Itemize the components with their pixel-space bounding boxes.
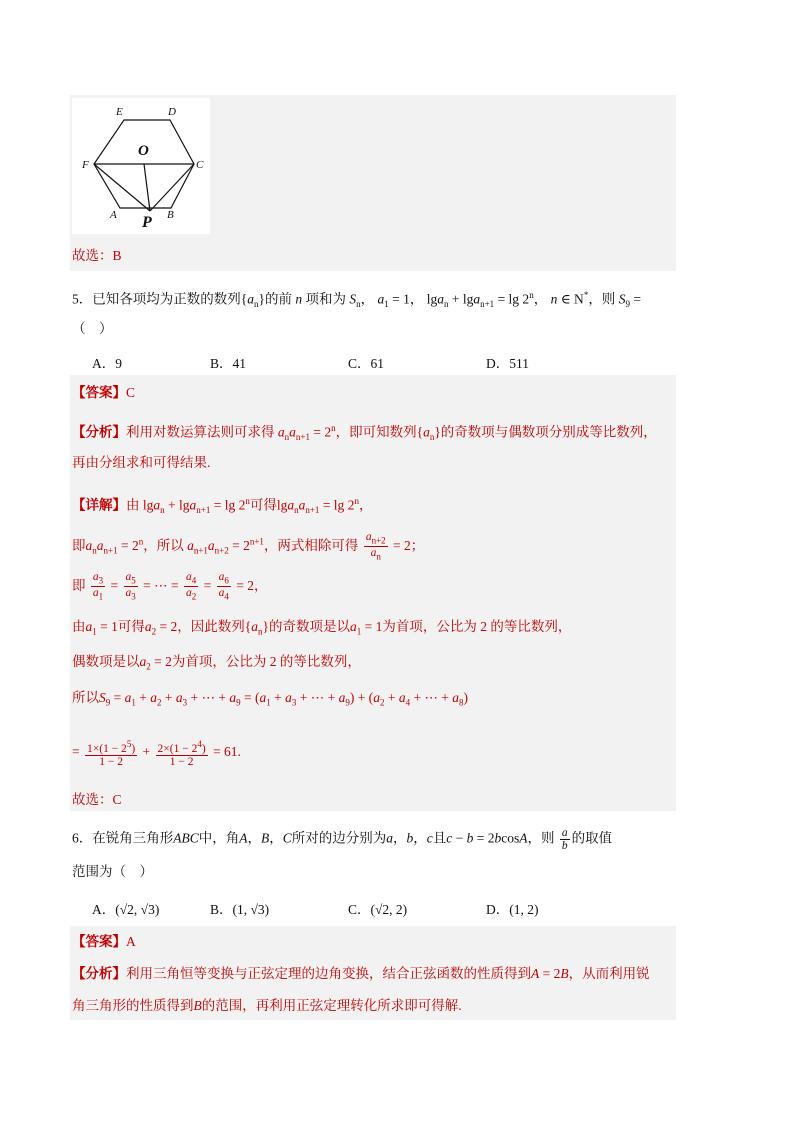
label-e: E [116, 106, 123, 118]
q5-paren: （ ） [72, 321, 113, 336]
q6-analysis: 【分析】利用三角恒等变换与正弦定理的边角变换，结合正弦函数的性质得到A = 2B，从而利用锐 [72, 966, 650, 981]
q6-stem-line2: 范围为（ ） [72, 864, 153, 879]
q5-answer: 【答案】C [72, 385, 136, 400]
q5-option-a: A．9 [92, 356, 122, 371]
q5-option-c: C．61 [348, 356, 385, 371]
q4-final-answer: 故选：B [72, 248, 122, 263]
q6-option-c: C．(√2, 2) [348, 902, 408, 917]
q5-detail-1: 【详解】由 lga$_n$ + lga$_{n+1}$ = lg 2$^n$可得$\lg a_na_{n+1} = \lg 2^n$， [72, 496, 373, 516]
label-p: P [142, 214, 152, 231]
q6-option-a: A．(√2, √3) [92, 902, 160, 917]
q5-detail-6: 所以$S_9 = a_1 + a_2 + a_3$ + ⋯ + $a_9 = (a_1 + a_3$ + ⋯ + $a_9) + (a_2 + a_4$ + ⋯ + $a_8$) [72, 690, 469, 708]
q5-detail-5: 偶数项是以$a_2 = 2$为首项，公比为 2 的等比数列， [72, 654, 361, 672]
q5-option-d: D．511 [486, 356, 529, 371]
q5-detail-7: = $\frac{1\times(1 - 2^5)}{1 - 2}$ + $\frac{2\times(1 - 2^4)}{1 - 2}$ = 61. [72, 739, 241, 768]
q5-analysis-cont: 再由分组求和可得结果. [72, 455, 211, 470]
label-b: B [167, 209, 174, 221]
q5-detail-2: 即$a_na_{n+1} = 2^n$，所以 $a_{n+1}a_{n+2} = 2^{n+1}$，两式相除可得 $\frac{a_{n+2}}{a_n}$ = 2； [72, 531, 425, 562]
q6-analysis-cont: 角三角形的性质得到B的范围，再利用正弦定理转化所求即可得解. [72, 998, 462, 1013]
label-d: D [168, 106, 176, 118]
q5-final-answer: 故选：C [72, 792, 122, 807]
q5-detail-4: 由$a_1 = 1$可得$a_2 = 2$，因此数列$\{a_n\}$的奇数项是以$a_1 = 1$为首项，公比为 2 的等比数列， [72, 619, 572, 637]
q5-option-b: B．41 [210, 356, 247, 371]
label-f: F [82, 159, 89, 171]
q6-stem: 6．在锐角三角形ABC中，角A，B，C所对的边分别为a，b，c且c − b = 2bcosA，则 $\frac{a}{b}$ 的取值 [72, 827, 613, 852]
q5-detail-3: 即 $\frac{a_3}{a_1}$ = $\frac{a_5}{a_3}$ = ⋯ = $\frac{a_4}{a_2}$ = $\frac{a_6}{a_4}$ = 2， [72, 571, 268, 602]
q6-option-b: B．(1, √3) [210, 902, 270, 917]
label-o: O [138, 143, 149, 159]
q6-option-d: D．(1, 2) [486, 902, 539, 917]
hexagon-diagram [72, 98, 210, 234]
q6-answer: 【答案】A [72, 934, 136, 949]
q5-stem: 5．已知各项均为正数的数列$\{a_n\}$的前 n 项和为 $S_n$， $a_1 = 1$， lga$_n$ + lga$_{n+1}$ = lg 2$^n$， n ∈ N*，则 $S_9$ = [72, 290, 641, 310]
label-c: C [196, 159, 204, 171]
hexagon-figure [72, 98, 210, 234]
q5-analysis: 【分析】利用对数运算法则可求得 $a_na_{n+1} = 2^n$，即可知数列$\{a_n\}$的奇数项与偶数项分别成等比数列， [72, 423, 657, 443]
label-a: A [110, 209, 117, 221]
